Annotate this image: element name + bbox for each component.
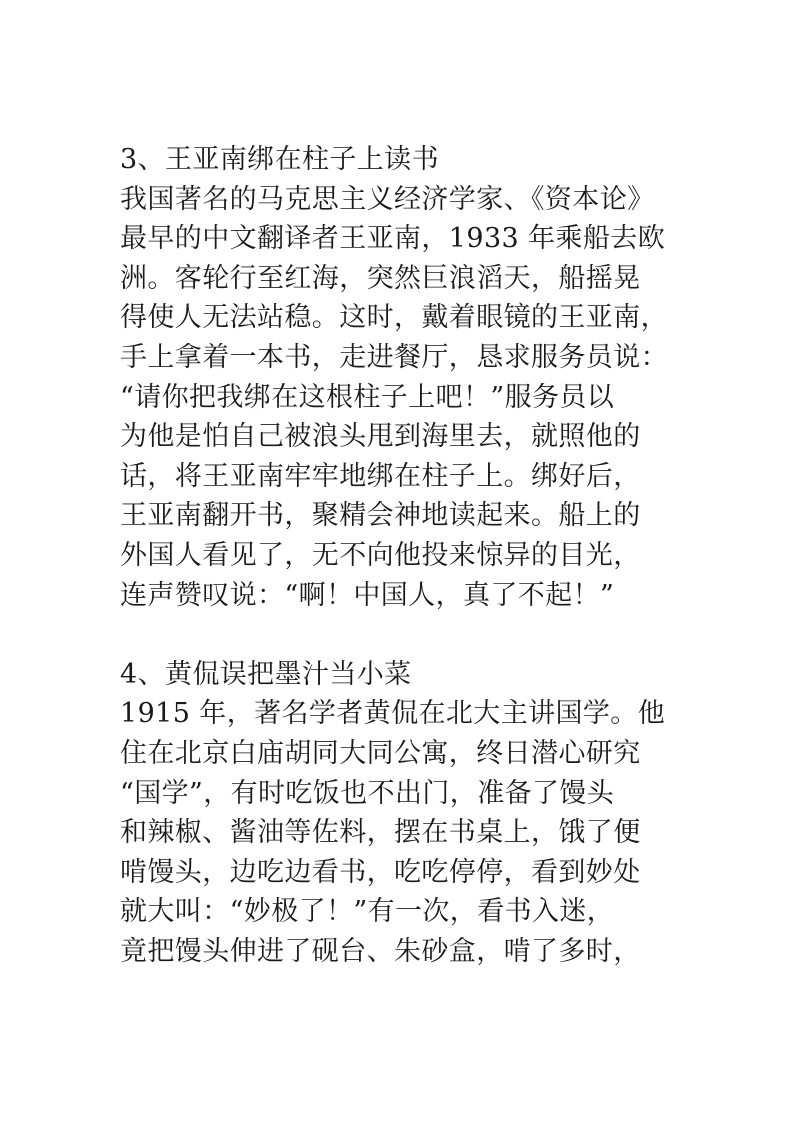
paragraph-line: 就大叫：“妙极了！”有一次，看书入迷， [120, 896, 615, 928]
paragraph-line: 啃馒头，边吃边看书，吃吃停停，看到妙处 [120, 856, 641, 888]
paragraph-line: 外国人看见了，无不向他投来惊异的目光， [120, 539, 641, 571]
section-heading: 4、黄侃误把墨汁当小菜 [120, 658, 412, 690]
paragraph-line: “请你把我绑在这根柱子上吧！”服务员以 [120, 381, 615, 413]
paragraph-line: 得使人无法站稳。这时，戴着眼镜的王亚南， [120, 302, 668, 334]
paragraph-line: 为他是怕自己被浪头甩到海里去，就照他的 [120, 421, 641, 453]
paragraph-line: 连声赞叹说：“啊！中国人，真了不起！” [120, 579, 615, 611]
section-4 [120, 655, 690, 972]
section-gap [120, 615, 690, 655]
paragraph-line: 和辣椒、酱油等佐料，摆在书桌上，饿了便 [120, 817, 641, 849]
paragraph-line: 1915 年，著名学者黄侃在北大主讲国学。他 [120, 698, 666, 730]
paragraph-line: “国学”，有时吃饭也不出门，准备了馒头 [120, 777, 615, 809]
paragraph-line: 竟把馒头伸进了砚台、朱砂盒，啃了多时， [120, 935, 641, 967]
paragraph-line: 住在北京白庙胡同大同公寓，终日潜心研究 [120, 737, 641, 769]
paragraph-line: 洲。客轮行至红海，突然巨浪滔天，船摇晃 [120, 262, 641, 294]
paragraph-line: 手上拿着一本书，走进餐厅，恳求服务员说： [120, 341, 668, 373]
paragraph-line: 最早的中文翻译者王亚南，1933 年乘船去欧 [120, 223, 666, 255]
paragraph-line: 我国著名的马克思主义经济学家、《资本论》 [120, 183, 655, 215]
document-page [120, 140, 690, 971]
paragraph-line: 王亚南翻开书，聚精会神地读起来。船上的 [120, 500, 641, 532]
paragraph-line: 话，将王亚南牢牢地绑在柱子上。绑好后， [120, 460, 641, 492]
section-heading: 3、王亚南绑在柱子上读书 [120, 144, 439, 175]
section-3 [120, 140, 690, 615]
